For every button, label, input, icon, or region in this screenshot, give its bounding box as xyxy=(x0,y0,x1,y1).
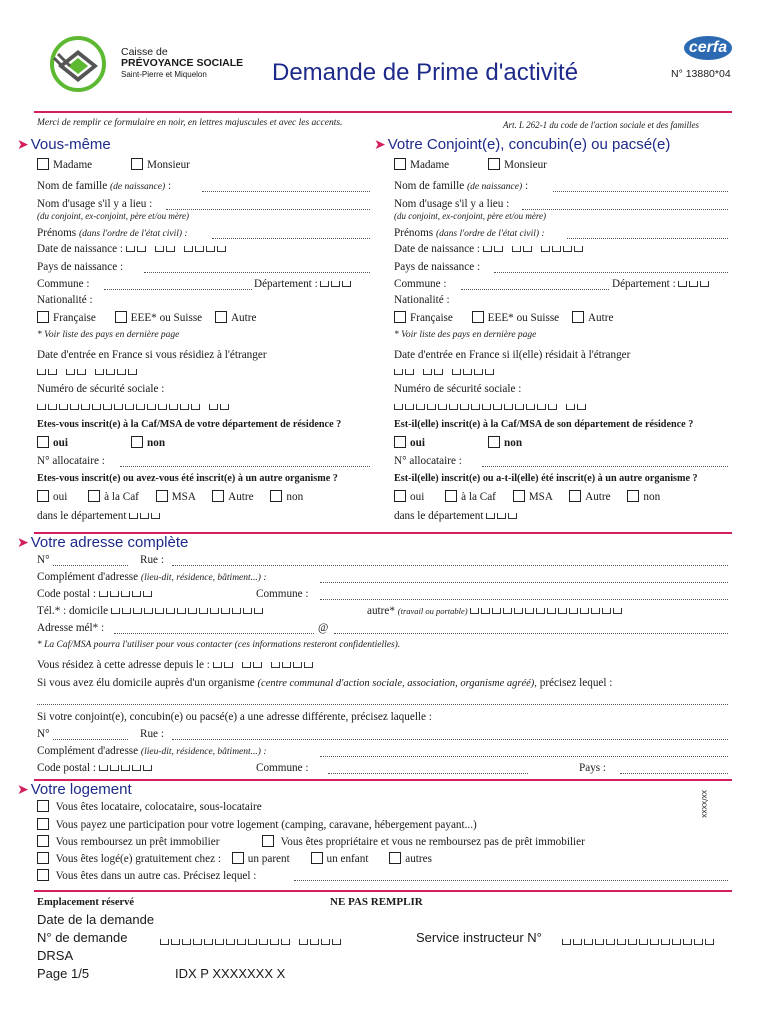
section-title: Votre adresse complète xyxy=(30,534,189,551)
label: Date de naissance : xyxy=(394,243,481,255)
reserve-label: Emplacement réservé xyxy=(37,897,135,908)
parent-checkbox[interactable] xyxy=(232,852,244,864)
label: Département : xyxy=(612,278,676,290)
logo-line1: Caisse de xyxy=(121,46,168,58)
vous-inscrit-non xyxy=(131,436,165,449)
autre-checkbox[interactable] xyxy=(215,311,227,323)
label: un enfant xyxy=(326,853,369,865)
eee-checkbox[interactable] xyxy=(472,311,484,323)
label: Complément d'adresse xyxy=(37,745,139,757)
label: un parent xyxy=(247,853,290,865)
label: oui xyxy=(53,491,68,503)
conj-date-entree: Date d'entrée en France si il(elle) résidait à l'étranger xyxy=(394,349,631,361)
idx-code: IDX P XXXXXXX X xyxy=(175,966,286,981)
adr2-pays: Pays : xyxy=(579,762,607,774)
msa-checkbox[interactable] xyxy=(156,490,168,502)
hint: (centre communal d'action sociale, association, organisme agréé), xyxy=(257,678,537,689)
dep-digits[interactable] xyxy=(129,513,160,519)
conj-prenoms-field[interactable] xyxy=(567,238,728,239)
arrow-icon: ➤ xyxy=(374,136,386,152)
label: Département : xyxy=(254,278,318,290)
log-opt1 xyxy=(37,800,262,813)
francaise-checkbox[interactable] xyxy=(394,311,406,323)
autres-checkbox[interactable] xyxy=(389,852,401,864)
enfant-checkbox[interactable] xyxy=(311,852,323,864)
vous-date-naissance xyxy=(37,243,226,255)
adr-complement xyxy=(37,571,267,583)
oui-checkbox[interactable] xyxy=(394,436,406,448)
cp-digits[interactable] xyxy=(99,765,152,771)
label: oui xyxy=(410,491,425,503)
non-checkbox[interactable] xyxy=(627,490,639,502)
autre-org-checkbox[interactable] xyxy=(569,490,581,502)
adr-autre-tel xyxy=(367,605,622,617)
conj-secu-digits[interactable] xyxy=(394,401,586,413)
header-rule xyxy=(34,111,732,113)
conj-inscrit-oui xyxy=(394,436,425,449)
service-instructeur: Service instructeur N° xyxy=(416,930,542,945)
vous-autre-org-options xyxy=(37,490,303,503)
logement-rule xyxy=(34,779,732,781)
adr2-rue: Rue : xyxy=(140,728,164,740)
hint: (dans l'ordre de l'état civil) : xyxy=(78,229,188,239)
dep-digits[interactable] xyxy=(486,513,517,519)
adr-complement-field[interactable] xyxy=(320,582,728,583)
nom-usage-field[interactable] xyxy=(166,209,370,210)
tel2-digits[interactable] xyxy=(470,608,622,614)
adr-mel-domain-field[interactable] xyxy=(334,633,728,634)
label: Complément d'adresse xyxy=(37,571,139,583)
label: Vous êtes logé(e) gratuitement chez : xyxy=(55,853,221,865)
logo-text xyxy=(121,47,243,80)
logo xyxy=(48,36,120,92)
conj-nom-usage: Nom d'usage s'il y a lieu : xyxy=(394,198,510,210)
label: EEE* ou Suisse xyxy=(487,312,560,324)
date-digits[interactable] xyxy=(126,246,226,252)
francaise-checkbox[interactable] xyxy=(37,311,49,323)
label: dans le département xyxy=(394,510,484,522)
madame-checkbox[interactable] xyxy=(37,158,49,170)
adr-tel xyxy=(37,605,263,617)
conj-departement xyxy=(612,278,709,290)
gratuit-checkbox[interactable] xyxy=(37,852,49,864)
conj-note-pays: * Voir liste des pays en dernière page xyxy=(394,330,537,340)
num-demande-digits[interactable] xyxy=(160,936,341,948)
madame-label: Madame xyxy=(53,159,93,171)
label: MSA xyxy=(171,491,196,503)
num-demande: N° de demande xyxy=(37,930,128,945)
hint: (lieu-dit, résidence, bâtiment...) : xyxy=(140,747,267,757)
locataire-checkbox[interactable] xyxy=(37,800,49,812)
vous-prenoms xyxy=(37,227,188,239)
autre-checkbox[interactable] xyxy=(572,311,584,323)
hint: (travail ou portable) xyxy=(397,606,468,616)
non-checkbox[interactable] xyxy=(131,436,143,448)
page-number: Page 1/5 xyxy=(37,966,90,981)
label: Autre xyxy=(230,312,257,324)
adr-commune: Commune : xyxy=(256,588,309,600)
date-digits[interactable] xyxy=(483,246,583,252)
nom-famille-field[interactable] xyxy=(202,191,370,192)
conj-autre-org-options xyxy=(394,490,660,503)
label: non xyxy=(643,491,661,503)
label: Prénoms xyxy=(394,227,434,239)
vous-secu: Numéro de sécurité sociale : xyxy=(37,383,165,395)
vous-secu-digits[interactable] xyxy=(37,401,229,413)
conj-commune-field[interactable] xyxy=(461,289,609,290)
log-autre-cas-field[interactable] xyxy=(294,880,728,881)
label: Vous payez une participation pour votre logement (camping, caravane, hébergement payant...) xyxy=(55,819,477,831)
adr-rue-field[interactable] xyxy=(172,565,728,566)
conj-nom-usage-hint: (du conjoint, ex-conjoint, père et/ou mère) xyxy=(394,211,547,221)
label: Autre xyxy=(585,491,611,503)
label: Nom de famille xyxy=(394,180,465,192)
section-adresse xyxy=(17,534,188,551)
conj-commune: Commune : xyxy=(394,278,447,290)
vous-date-entree: Date d'entrée en France si vous résidiez à l'étranger xyxy=(37,349,267,361)
autre-cas-checkbox[interactable] xyxy=(37,869,49,881)
adr2-rue-field[interactable] xyxy=(172,739,728,740)
label: oui xyxy=(410,437,425,449)
service-digits[interactable] xyxy=(562,936,714,948)
vous-civilite xyxy=(37,158,92,171)
label: non xyxy=(147,437,166,449)
label: Madame xyxy=(410,159,450,171)
pays-field[interactable] xyxy=(144,272,370,273)
vous-dans-dep xyxy=(37,510,160,522)
adr-code-postal xyxy=(37,588,152,600)
label: non xyxy=(504,437,523,449)
adr2-num: N° xyxy=(37,728,50,740)
monsieur-label: Monsieur xyxy=(147,159,190,171)
adr-num-field[interactable] xyxy=(53,565,128,566)
label: Date de naissance : xyxy=(37,243,124,255)
cp-digits[interactable] xyxy=(99,591,152,597)
adr2-code-postal xyxy=(37,762,152,774)
logo-line2: PRÉVOYANCE SOCIALE xyxy=(121,57,244,69)
form-title: Demande de Prime d'activité xyxy=(272,59,579,86)
section-conjoint xyxy=(374,136,670,153)
footer-rule xyxy=(34,890,732,892)
section-title: Votre logement xyxy=(30,781,132,798)
vous-departement xyxy=(254,278,351,290)
vous-inscrit-oui xyxy=(37,436,68,449)
conj-nom-usage-field[interactable] xyxy=(522,209,728,210)
logement-code: xx/xxxx xyxy=(700,790,710,818)
depuis-digits[interactable] xyxy=(213,662,313,668)
article: Art. L 262-1 du code de l'action sociale et des familles xyxy=(503,120,699,130)
adr-note: * La Caf/MSA pourra l'utiliser pour vous contacter (ces informations resteront confidentielles). xyxy=(37,640,401,650)
adr2-commune-field[interactable] xyxy=(328,773,528,774)
monsieur-checkbox[interactable] xyxy=(131,158,143,170)
section-vous xyxy=(17,136,111,153)
adr-commune-field[interactable] xyxy=(320,599,728,600)
label: Française xyxy=(410,312,453,324)
autre-org-checkbox[interactable] xyxy=(212,490,224,502)
dep-digits[interactable] xyxy=(320,281,351,287)
conj-nationalite: Nationalité : xyxy=(394,294,450,306)
conj-monsieur xyxy=(488,158,547,171)
label: Code postal : xyxy=(37,762,97,774)
hint: (de naissance) xyxy=(467,182,523,192)
label: non xyxy=(286,491,304,503)
vous-date-entree-digits[interactable] xyxy=(37,366,137,378)
conj-allocataire-field[interactable] xyxy=(482,466,728,467)
arrow-icon: ➤ xyxy=(17,534,29,550)
conj-madame xyxy=(394,158,449,171)
allocataire-field[interactable] xyxy=(120,466,370,467)
label: Vous résidez à cette adresse depuis le : xyxy=(37,659,210,671)
log-opt3 xyxy=(37,835,219,848)
eee-checkbox[interactable] xyxy=(115,311,127,323)
adr2-commune: Commune : xyxy=(256,762,309,774)
conj-inscrit-non xyxy=(488,436,522,449)
label: EEE* ou Suisse xyxy=(130,312,203,324)
conj-dans-dep xyxy=(394,510,517,522)
label: dans le département xyxy=(37,510,127,522)
cerfa-number: N° 13880*04 xyxy=(671,68,731,80)
section-title: Votre Conjoint(e), concubin(e) ou pacsé(e) xyxy=(387,136,671,153)
log-opt5 xyxy=(37,852,432,865)
date-demande: Date de la demande xyxy=(37,912,155,927)
label: Vous êtes dans un autre cas. Précisez lequel : xyxy=(55,870,257,882)
adr-rue: Rue : xyxy=(140,554,164,566)
oui-checkbox[interactable] xyxy=(394,490,406,502)
conj-autre-org-q: Est-il(elle) inscrit(e) ou a-t-il(elle) été inscrit(e) à un autre organisme ? xyxy=(394,473,698,484)
label: à la Caf xyxy=(461,491,496,503)
vous-monsieur xyxy=(131,158,190,171)
label: autres xyxy=(405,853,432,865)
conj-prenoms xyxy=(394,227,545,239)
prenoms-field[interactable] xyxy=(212,238,370,239)
vous-nom-usage: Nom d'usage s'il y a lieu : xyxy=(37,198,153,210)
vous-nom-famille: Nom de famille (de naissance) : xyxy=(37,180,172,192)
vous-allocataire: N° allocataire : xyxy=(37,455,105,467)
label: Si vous avez élu domicile auprès d'un organisme xyxy=(37,677,255,689)
conj-nat-options xyxy=(394,311,613,324)
adr2-num-field[interactable] xyxy=(53,739,128,740)
conj-date-naissance xyxy=(394,243,583,255)
vous-nat-options xyxy=(37,311,256,324)
non-checkbox[interactable] xyxy=(488,436,500,448)
hint: (lieu-dit, résidence, bâtiment...) : xyxy=(140,573,267,583)
label: autre* xyxy=(367,605,395,617)
label: Française xyxy=(53,312,96,324)
logo-line3: Saint-Pierre et Miquelon xyxy=(121,70,207,79)
adr-depuis xyxy=(37,659,313,671)
adr-num: N° xyxy=(37,554,50,566)
caf-checkbox[interactable] xyxy=(88,490,100,502)
cerfa-logo: cerfa xyxy=(684,36,732,60)
tel-digits[interactable] xyxy=(111,608,263,614)
adr2-pays-field[interactable] xyxy=(620,773,728,774)
vous-autre-org-q: Etes-vous inscrit(e) ou avez-vous été inscrit(e) à un autre organisme ? xyxy=(37,473,338,484)
arrow-icon: ➤ xyxy=(17,136,29,152)
conj-pays-field[interactable] xyxy=(494,272,728,273)
label: à la Caf xyxy=(104,491,139,503)
adr-mel: Adresse mél* : xyxy=(37,622,105,634)
label: Monsieur xyxy=(504,159,547,171)
label: Vous remboursez un prêt immobilier xyxy=(55,836,220,848)
adr2-complement xyxy=(37,745,267,757)
label: MSA xyxy=(528,491,553,503)
hint: (de naissance) xyxy=(110,182,166,192)
label: oui xyxy=(53,437,68,449)
conj-inscrit-q: Est-il(elle) inscrit(e) à la Caf/MSA de son département de résidence ? xyxy=(394,419,694,430)
conj-pays: Pays de naissance : xyxy=(394,261,481,273)
label: Nom de famille xyxy=(37,180,108,192)
label-end: précisez lequel : xyxy=(539,677,613,689)
adr-domicile xyxy=(37,677,612,689)
label: Tél.* : domicile xyxy=(37,605,109,617)
arrow-icon: ➤ xyxy=(17,781,29,797)
note-pays: * Voir liste des pays en dernière page xyxy=(37,330,180,340)
oui-checkbox[interactable] xyxy=(37,436,49,448)
vous-pays: Pays de naissance : xyxy=(37,261,124,273)
vous-inscrit-q: Etes-vous inscrit(e) à la Caf/MSA de votre département de résidence ? xyxy=(37,419,342,430)
label: Vous êtes locataire, colocataire, sous-locataire xyxy=(55,801,262,813)
label: Vous êtes propriétaire et vous ne remboursez pas de prêt immobilier xyxy=(280,836,585,848)
label: Autre xyxy=(228,491,254,503)
ne-pas-remplir: NE PAS REMPLIR xyxy=(330,896,423,908)
participation-checkbox[interactable] xyxy=(37,818,49,830)
adr-conjoint: Si votre conjoint(e), concubin(e) ou pacsé(e) a une adresse différente, précisez laquelle : xyxy=(37,711,432,723)
conj-secu: Numéro de sécurité sociale : xyxy=(394,383,522,395)
pret-checkbox[interactable] xyxy=(37,835,49,847)
vous-commune: Commune : xyxy=(37,278,90,290)
label: Code postal : xyxy=(37,588,97,600)
adr-mel-field[interactable] xyxy=(114,633,314,634)
instruction: Merci de remplir ce formulaire en noir, en lettres majuscules et avec les accents. xyxy=(37,118,343,128)
vous-nationalite: Nationalité : xyxy=(37,294,93,306)
adr-domicile-field[interactable] xyxy=(37,704,728,705)
label: Autre xyxy=(587,312,614,324)
conj-nom-famille-field[interactable] xyxy=(553,191,728,192)
conj-date-entree-digits[interactable] xyxy=(394,366,494,378)
section-title: Vous-même xyxy=(30,136,111,153)
conj-allocataire: N° allocataire : xyxy=(394,455,462,467)
oui-checkbox[interactable] xyxy=(37,490,49,502)
drsa: DRSA xyxy=(37,948,74,963)
nom-usage-hint: (du conjoint, ex-conjoint, père et/ou mère) xyxy=(37,211,190,221)
hint: (dans l'ordre de l'état civil) : xyxy=(435,229,545,239)
non-checkbox[interactable] xyxy=(270,490,282,502)
dep-digits[interactable] xyxy=(678,281,709,287)
madame-checkbox[interactable] xyxy=(394,158,406,170)
monsieur-checkbox[interactable] xyxy=(488,158,500,170)
log-opt6 xyxy=(37,869,256,882)
section-logement xyxy=(17,781,132,798)
proprietaire-checkbox[interactable] xyxy=(262,835,274,847)
commune-field[interactable] xyxy=(104,289,252,290)
log-opt2 xyxy=(37,818,477,831)
adr-at: @ xyxy=(318,622,329,634)
log-opt4 xyxy=(262,835,585,848)
conj-nom-famille: Nom de famille (de naissance) : xyxy=(394,180,529,192)
adr2-complement-field[interactable] xyxy=(320,756,728,757)
msa-checkbox[interactable] xyxy=(513,490,525,502)
label: Prénoms xyxy=(37,227,77,239)
caf-checkbox[interactable] xyxy=(445,490,457,502)
